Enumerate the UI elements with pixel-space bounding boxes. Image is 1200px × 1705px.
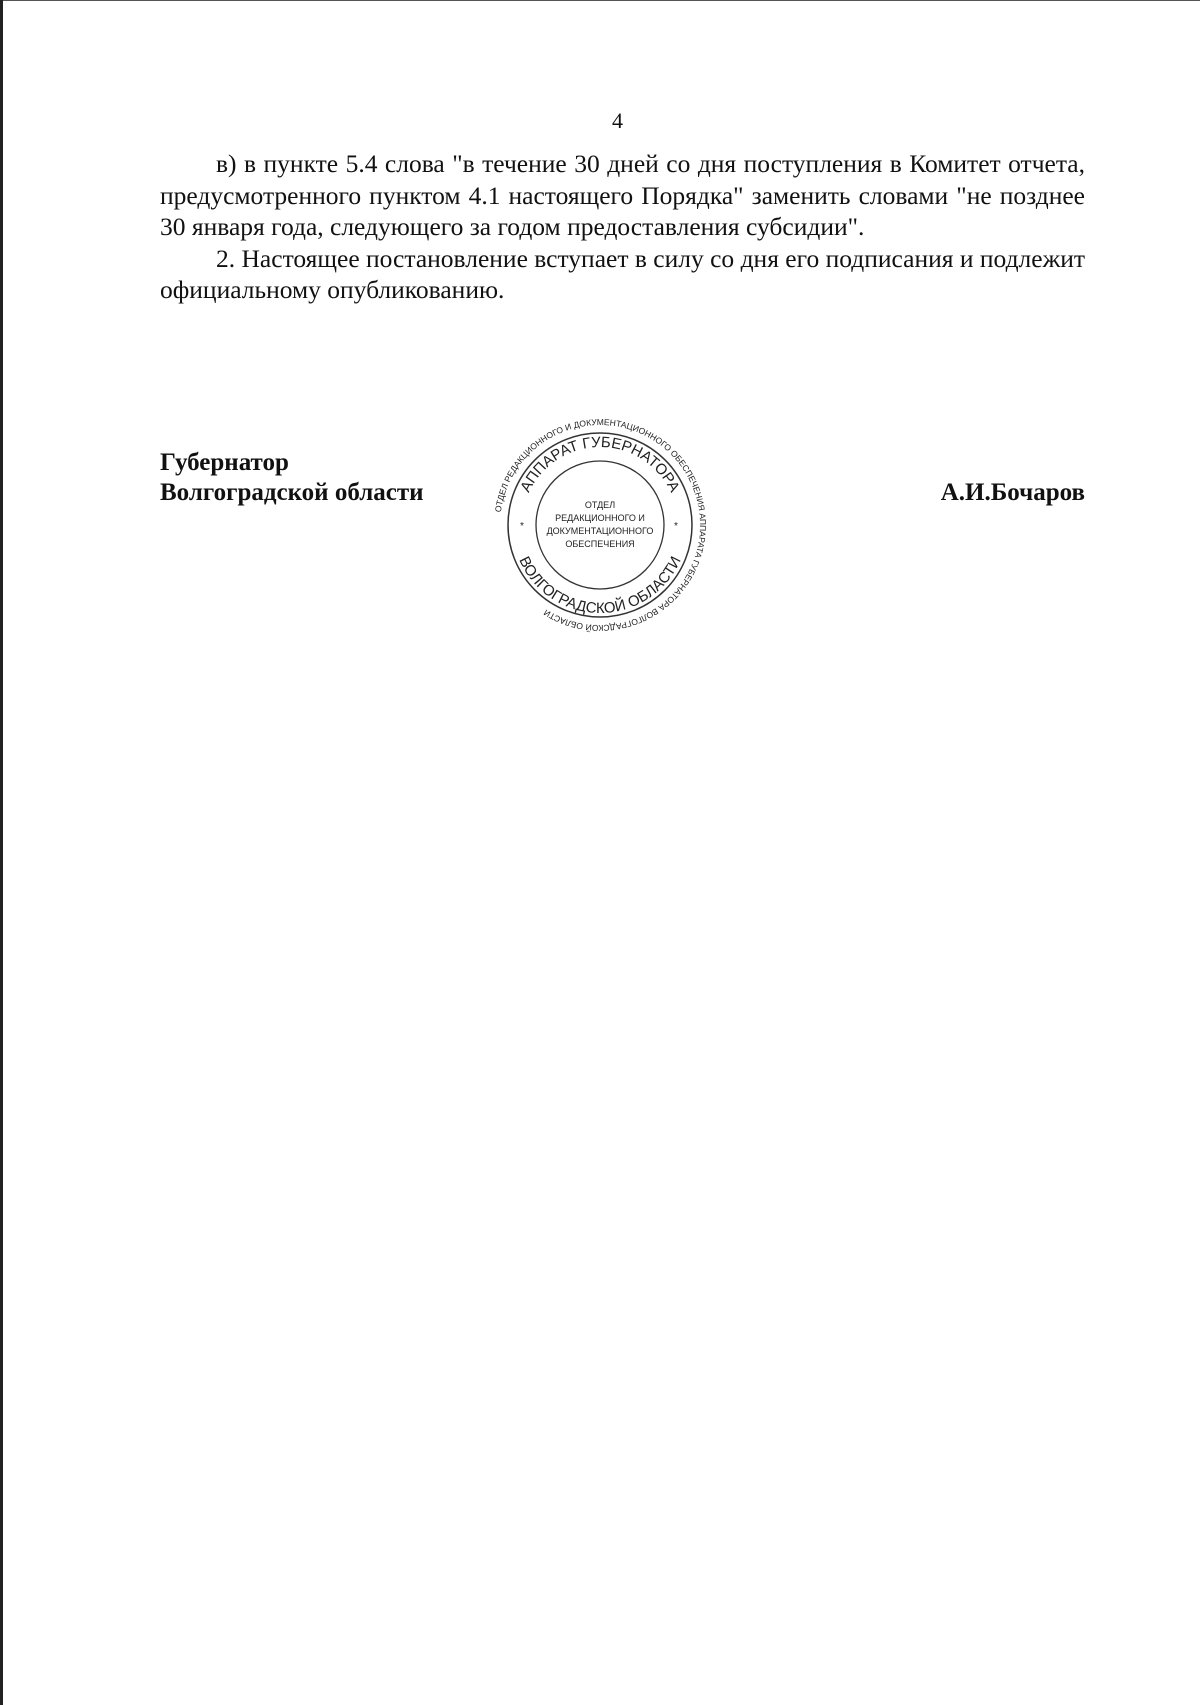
official-stamp xyxy=(490,415,710,635)
stamp-outer-ring-text: ОТДЕЛ РЕДАКЦИОННОГО И ДОКУМЕНТАЦИОННОГО ОБЕСПЕЧЕНИЯ АППАРАТА ГУБЕРНАТОРА ВОЛГОГРАДСКОЙ ОБЛАСТИ xyxy=(492,416,709,634)
signatory-title-line: Губернатор xyxy=(160,449,289,476)
signatory-name: А.И.Бочаров xyxy=(940,479,1085,506)
signatory-title xyxy=(160,448,424,508)
signatory-title-line: Волгоградской области xyxy=(160,479,424,506)
stamp-inner-top-text: АППАРАТ ГУБЕРНАТОРА xyxy=(517,433,683,495)
stamp-center-line: ДОКУМЕНТАЦИОННОГО xyxy=(546,526,654,536)
scan-top-edge xyxy=(0,0,1200,1)
stamp-star: * xyxy=(674,521,678,532)
paragraph: в) в пункте 5.4 слова "в течение 30 дней со дня поступления в Комитет отчета, предусмотренного пунктом 4.1 настоящего Порядка" заменить словами "не позднее 30 января года, следующего за годом предоставления субсидии". xyxy=(160,149,1085,241)
stamp-center-line: ОБЕСПЕЧЕНИЯ xyxy=(565,539,635,549)
page-number: 4 xyxy=(612,108,623,133)
stamp-inner-bottom-text: ВОЛГОГРАДСКОЙ ОБЛАСТИ xyxy=(515,553,685,618)
stamp-star: * xyxy=(520,521,524,532)
paragraph: 2. Настоящее постановление вступает в силу со дня его подписания и подлежит официальному опубликованию. xyxy=(160,243,1085,304)
scan-left-edge xyxy=(0,0,3,1705)
document-body xyxy=(160,148,1085,306)
stamp-center-line: ОТДЕЛ xyxy=(584,500,616,510)
stamp-center-line: РЕДАКЦИОННОГО И xyxy=(555,513,645,523)
